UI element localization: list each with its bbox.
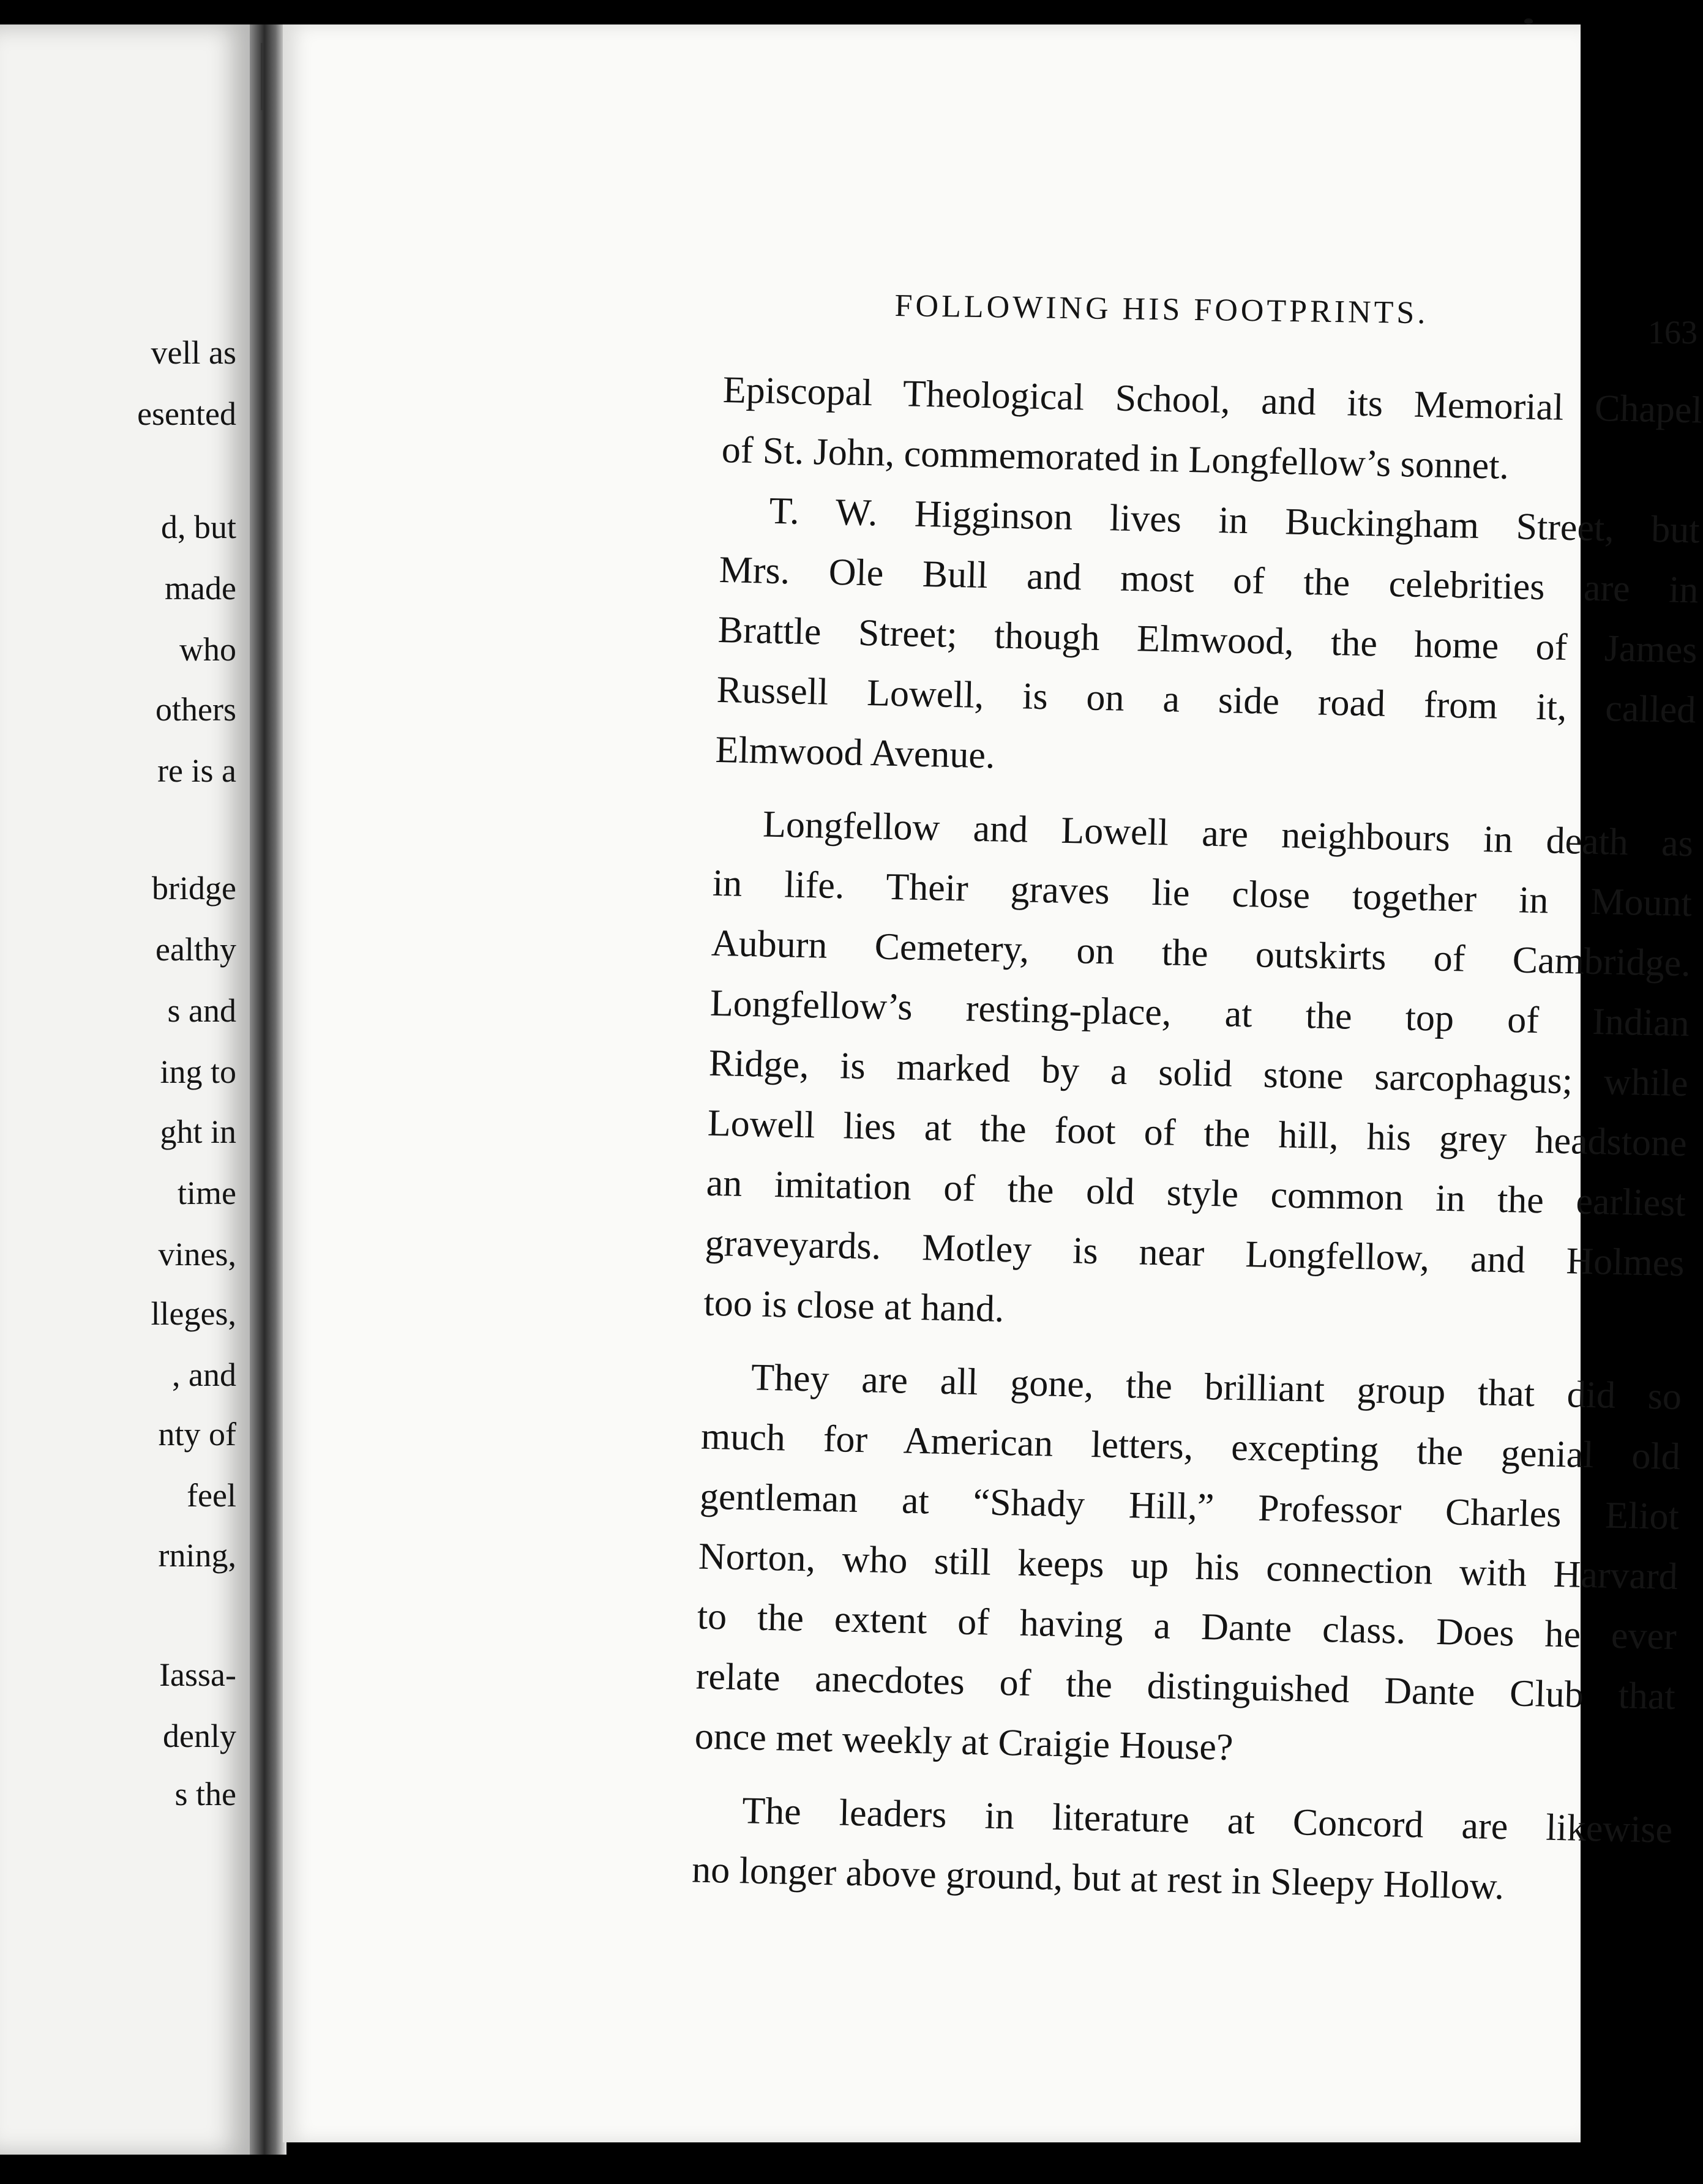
text-line: Elmwood Avenue. [714, 728, 996, 777]
facing-page-line: s and [167, 992, 236, 1029]
facing-page-line: feel [187, 1477, 236, 1514]
text-line: to the extent of having a Dante class. Does he ever [697, 1595, 1677, 1658]
text-line: Brattle Street; though Elmwood, the home of James [717, 608, 1698, 671]
text-line: much for American letters, excepting the genial old [700, 1415, 1681, 1478]
text-line: an imitation of the old style common in the earliest [706, 1162, 1686, 1225]
book-page-right [283, 24, 1703, 2142]
facing-page-line: ing to [160, 1053, 236, 1090]
body-text [691, 360, 1702, 1920]
facing-page-line: who [179, 631, 236, 668]
facing-page-line: re is a [157, 752, 236, 789]
facing-page-line: Iassa- [159, 1656, 236, 1693]
text-line: Ridge, is marked by a solid stone sarcophagus; while [708, 1042, 1689, 1105]
text-line: T. W. Higginson lives in Buckingham Street, but [769, 490, 1701, 552]
text-line: Norton, who still keeps up his connection with Harvard [698, 1535, 1679, 1598]
paragraph [703, 793, 1694, 1353]
facing-page-line: others [155, 691, 236, 728]
facing-page-line: ealthy [155, 931, 236, 968]
facing-page-line: vines, [158, 1236, 236, 1273]
text-line: They are all gone, the brilliant group that did so [750, 1356, 1682, 1418]
paragraph [694, 1347, 1682, 1787]
facing-page-line: made [165, 570, 236, 607]
text-line: Auburn Cemetery, on the outskirts of Cambridge. [711, 922, 1691, 985]
text-line: gentleman at “Shady Hill,” Professor Charles Eliot [699, 1475, 1680, 1538]
text-line: of St. John, commemorated in Longfellow’s sonnet. [721, 428, 1510, 487]
text-line: relate anecdotes of the distinguished Dante Club that [695, 1655, 1676, 1718]
text-line: once met weekly at Craigie House? [694, 1715, 1234, 1768]
text-line: Mrs. Ole Bull and most of the celebrities are in [719, 548, 1699, 611]
facing-page-line: d, but [160, 509, 236, 545]
paragraph [715, 480, 1701, 800]
book-gutter [250, 24, 286, 2155]
text-line: graveyards. Motley is near Longfellow, and Holmes [705, 1222, 1685, 1285]
paragraph [691, 1779, 1673, 1920]
text-line: in life. Their graves lie close together in Mount [712, 862, 1693, 925]
facing-page-line: bridge [152, 870, 236, 907]
text-line: Russell Lowell, is on a side road from it, called [716, 668, 1697, 731]
text-line: Longfellow’s resting-place, at the top of Indian [709, 982, 1690, 1045]
facing-page-line: vell as [151, 334, 236, 371]
margin-mark [261, 43, 263, 110]
running-header: FOLLOWING HIS FOOTPRINTS. [894, 288, 1429, 331]
text-line: no longer above ground, but at rest in Sleepy Hollow. [691, 1849, 1505, 1908]
scan-speck [1524, 18, 1533, 24]
text-line: Lowell lies at the foot of the hill, his grey headstone [707, 1102, 1688, 1165]
text-line: The leaders in literature at Concord are likewise [741, 1790, 1673, 1851]
facing-page-line: esented [137, 395, 236, 432]
facing-page-line: ght in [160, 1113, 236, 1150]
paragraph [721, 360, 1703, 500]
facing-page-line: s the [174, 1776, 236, 1812]
facing-page-line: rning, [158, 1537, 236, 1574]
facing-page-left [0, 24, 251, 2155]
facing-page-line: , and [172, 1356, 236, 1393]
text-line: too is close at hand. [703, 1282, 1005, 1330]
text-line: Episcopal Theological School, and its Memorial Chapel [722, 368, 1703, 432]
facing-page-line: nty of [158, 1416, 236, 1453]
facing-page-line: lleges, [151, 1295, 236, 1332]
facing-page-line: time [178, 1175, 236, 1211]
page-number: 163 [1648, 314, 1697, 351]
facing-page-line: denly [163, 1718, 236, 1754]
text-line: Longfellow and Lowell are neighbours in death as [762, 803, 1694, 865]
